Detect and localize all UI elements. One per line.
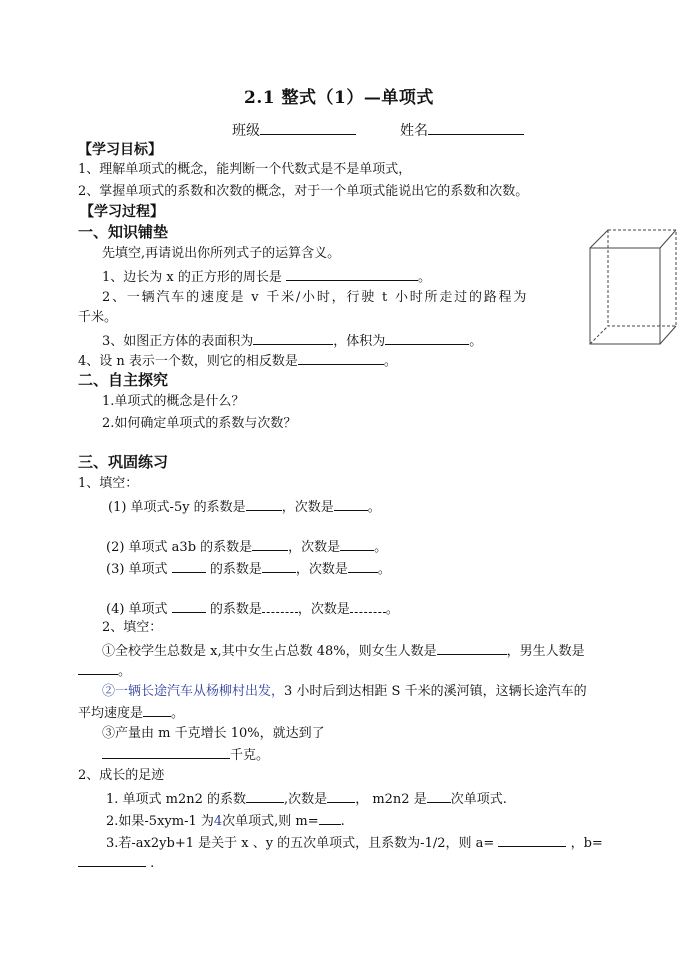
- challenge-2: ②一辆长途汽车从杨柳村出发，3 小时后到达相距 S 千米的溪河镇，这辆长途汽车的: [102, 684, 587, 699]
- blank[interactable]: [252, 538, 288, 551]
- challenge-2-cont: 平均速度是 。: [78, 706, 185, 721]
- practice-4: (4) 单项式 的系数是 ，次数是 。: [106, 602, 399, 617]
- blank[interactable]: [298, 352, 384, 365]
- question-1-2: 2、一辆汽车的速度是 v 千米/小时，行驶 t 小时所走过的路程为: [102, 290, 529, 305]
- question-1-3: 3、如图正方体的表面积为 ，体积为 。: [102, 334, 483, 349]
- fill-2-label: 2、填空：: [102, 620, 163, 635]
- challenge-3-cont: 千克。: [102, 746, 269, 764]
- blank[interactable]: [172, 600, 206, 613]
- class-blank[interactable]: [260, 122, 356, 135]
- blank[interactable]: [385, 332, 469, 345]
- blank[interactable]: [78, 662, 118, 675]
- section2-question-1: 1.单项式的概念是什么？: [102, 394, 245, 409]
- name-field: [400, 122, 524, 139]
- section3-heading: 三、巩固练习: [78, 453, 169, 471]
- challenge-1: ①全校学生总数是 x,其中女生占总数 48%，则女生人数是 ，男生人数是: [102, 644, 585, 659]
- practice-3: (3) 单项式 的系数是 ，次数是 。: [106, 562, 391, 577]
- name-label: 姓名: [400, 123, 428, 139]
- blank[interactable]: [348, 560, 378, 573]
- question-1-2-cont: 千米。: [78, 310, 118, 325]
- blank[interactable]: [102, 746, 230, 759]
- blank[interactable]: [262, 560, 296, 573]
- blank[interactable]: [350, 600, 386, 613]
- process-heading: 【学习过程】: [80, 204, 164, 220]
- practice-1: (1) 单项式-5y 的系数是 ，次数是 。: [108, 500, 381, 515]
- blank[interactable]: [286, 268, 418, 281]
- blank[interactable]: [427, 790, 451, 803]
- goal-item: 2、掌握单项式的系数和次数的概念，对于一个单项式能说出它的系数和次数。: [78, 184, 529, 199]
- section2-heading: 二、自主探究: [78, 371, 169, 389]
- section1-intro: 先填空,再请说出你所列式子的运算含义。: [102, 246, 341, 261]
- class-label: 班级: [232, 123, 260, 139]
- name-blank[interactable]: [428, 122, 524, 135]
- blank[interactable]: [246, 790, 284, 803]
- challenge-3: ③产量由 m 千克增长 10%，就达到了: [102, 726, 325, 741]
- blank[interactable]: [253, 332, 333, 345]
- blank[interactable]: [246, 498, 282, 511]
- goals-heading: 【学习目标】: [78, 142, 162, 158]
- blank[interactable]: [143, 704, 171, 717]
- blank[interactable]: [78, 854, 146, 867]
- question-1-1: 1、边长为 x 的正方形的周长是 。: [102, 270, 432, 285]
- blank[interactable]: [319, 812, 341, 825]
- question-1-4: 4、设 n 表示一个数，则它的相反数是 。: [78, 354, 397, 369]
- growth-1: 1. 单项式 m2n2 的系数 ,次数是 ， m2n2 是 次单项式.: [106, 792, 507, 807]
- blank[interactable]: [498, 834, 566, 847]
- section1-heading: 一、知识铺垫: [78, 223, 169, 241]
- blank[interactable]: [327, 790, 355, 803]
- practice-2: (2) 单项式 a3b 的系数是 ，次数是 。: [106, 540, 388, 555]
- blank[interactable]: [172, 560, 206, 573]
- fill-1-label: 1、填空：: [78, 476, 139, 491]
- growth-3: 3.若-ax2yb+1 是关于 x 、y 的五次单项式，且系数为-1/2，则 a= ，b=: [106, 836, 603, 851]
- blank[interactable]: [340, 538, 374, 551]
- blank[interactable]: [437, 642, 507, 655]
- section2-question-2: 2.如何确定单项式的系数与次数？: [102, 416, 297, 431]
- blank[interactable]: [262, 600, 298, 613]
- page-title: 2.1 整式（1）—单项式: [244, 88, 434, 108]
- cube-figure: [588, 226, 680, 348]
- section4-heading: 2、成长的足迹: [78, 768, 165, 783]
- growth-2: 2.如果-5xym-1 为4次单项式,则 m= .: [106, 814, 345, 829]
- goal-item: 1、理解单项式的概念，能判断一个代数式是不是单项式，: [78, 162, 412, 177]
- class-field: [232, 122, 356, 139]
- challenge-1-cont: 。: [78, 662, 131, 680]
- blank[interactable]: [334, 498, 368, 511]
- growth-3-cont: .: [78, 854, 154, 872]
